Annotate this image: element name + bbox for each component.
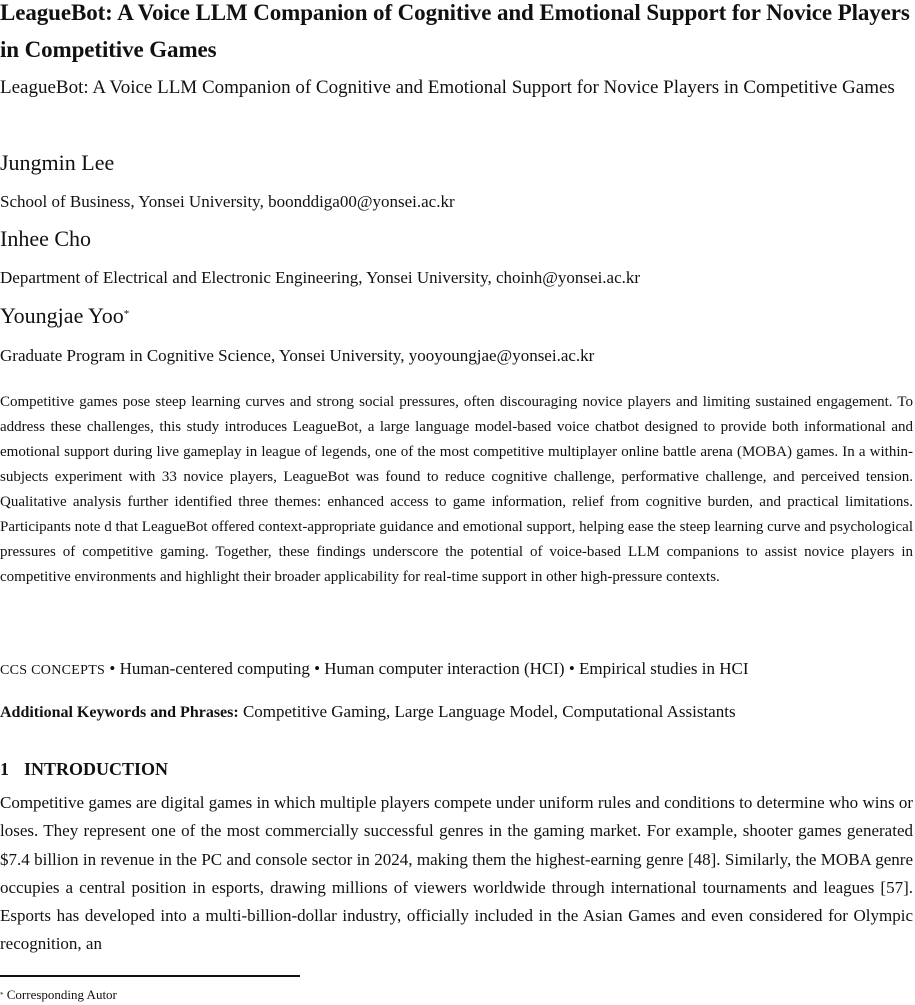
- footnote-text: Corresponding Autor: [3, 987, 117, 1002]
- author-affiliation: Graduate Program in Cognitive Science, Yonsei University, yooyoungjae@yonsei.ac.kr: [0, 346, 595, 365]
- author-name-text: Youngjae Yoo: [0, 303, 124, 328]
- ccs-label: CCS CONCEPTS: [0, 663, 106, 678]
- abstract: Competitive games pose steep learning curves and strong social pressures, often discouraging novice players and limiting sustained engagement. To address these challenges, this study introduces LeagueBot, a large language model-based voice chatbot designed to provide both informational and emotional support during live gameplay in league of legends, one of the most competitive multiplayer online battle arena (MOBA) games. In a within-subjects experiment with 33 novice players, LeagueBot was found to reduce cognitive challenge, performative challenge, and perceived tension. Qualitative analysis further identified three themes: enhanced access to game information, relief from cognitive burden, and practical limitations. Participants note d that LeagueBot offered context-appropriate guidance and emotional support, helping ease the steep learning curve and psychological pressures of competitive gaming. Together, these findings underscore the potential of voice-based LLM companions to assist novice players in competitive environments and highlight their broader applicability for real-time support in other high-pressure contexts.: [0, 394, 913, 585]
- ccs-text: • Human-centered computing • Human computer interaction (HCI) • Empirical studies in HCI: [105, 659, 749, 678]
- author-name-text: Inhee Cho: [0, 226, 92, 251]
- introduction-paragraph: Competitive games are digital games in which multiple players compete under uniform rules and conditions to determine who wins or loses. They represent one of the most commercially successful genres in the gaming market. For example, shooter games generated $7.4 billion in revenue in the PC and console sector in 2024, making them the highest-earning genre [48]. Similarly, the MOBA genre occupies a central position in esports, drawing millions of viewers worldwide through international tournaments and leagues [57]. Esports has developed into a multi-billion-dollar industry, officially included in the Asian Games and even considered for Olympic recognition, an: [0, 793, 913, 954]
- corresponding-marker: *: [123, 308, 130, 320]
- section-heading: [0, 756, 168, 782]
- author-affiliation: Department of Electrical and Electronic Engineering, Yonsei University, choinh@yonsei.ac.kr: [0, 268, 641, 287]
- footnote: [0, 986, 117, 1004]
- footnote-marker: *: [0, 991, 4, 999]
- ccs-concepts: [0, 655, 749, 685]
- author-name: [0, 148, 114, 178]
- paper-subtitle: LeagueBot: A Voice LLM Companion of Cognitive and Emotional Support for Novice Players in Competitive Games: [0, 77, 895, 98]
- keywords-text: Competitive Gaming, Large Language Model, Computational Assistants: [238, 702, 736, 721]
- author-name: [0, 301, 129, 331]
- paper-title: LeagueBot: A Voice LLM Companion of Cognitive and Emotional Support for Novice Players in Competitive Games: [0, 0, 910, 62]
- footnote-divider: [0, 975, 300, 977]
- keywords: [0, 698, 736, 727]
- section-number: 1: [0, 759, 9, 779]
- author-affiliation: School of Business, Yonsei University, boonddiga00@yonsei.ac.kr: [0, 192, 455, 211]
- author-name-text: Jungmin Lee: [0, 150, 115, 175]
- section-title: INTRODUCTION: [24, 759, 169, 779]
- author-name: [0, 224, 91, 254]
- keywords-label: Additional Keywords and Phrases:: [0, 704, 239, 721]
